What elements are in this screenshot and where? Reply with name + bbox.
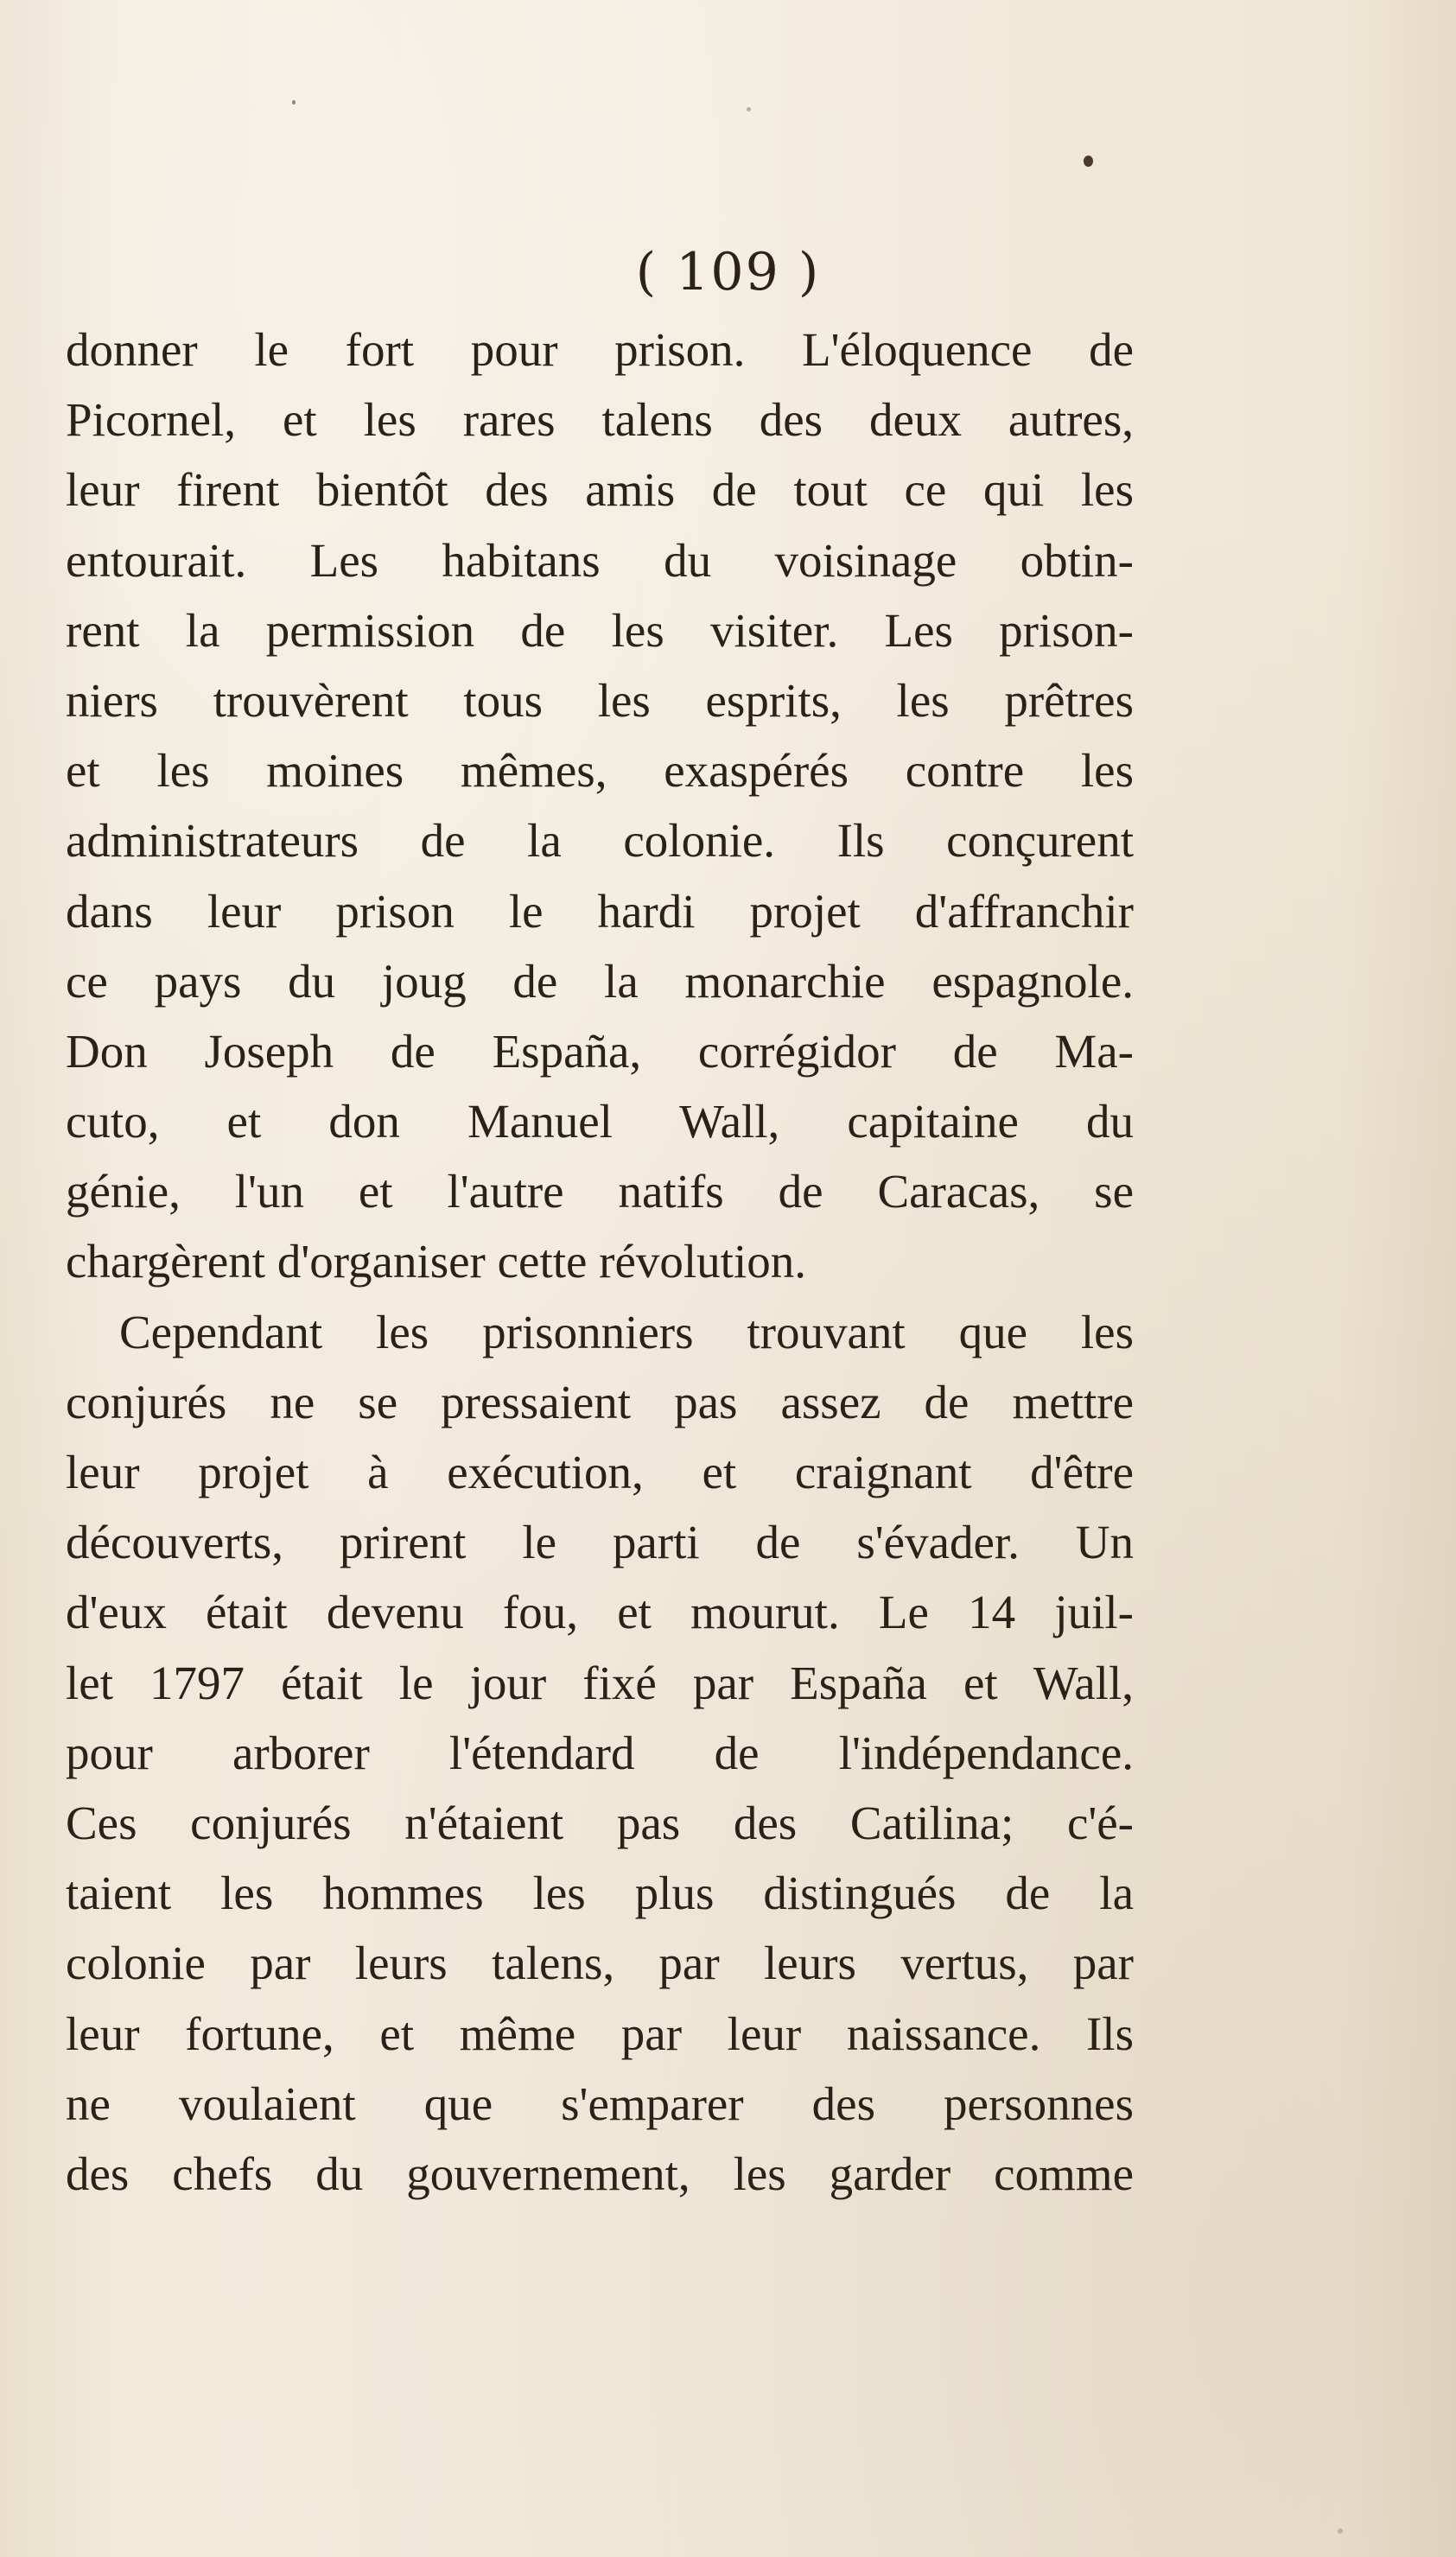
body-text	[66, 315, 1134, 2209]
ink-spot	[1338, 2528, 1343, 2534]
text-line: génie, l'un et l'autre natifs de Caracas, se	[66, 1165, 1134, 1218]
ink-spot	[292, 100, 296, 105]
text-line: Ces conjurés n'étaient pas des Catilina; c'é-	[66, 1796, 1134, 1849]
text-line: Picornel, et les rares talens des deux autres,	[66, 393, 1134, 447]
ink-spot	[747, 107, 751, 111]
text-line: let 1797 était le jour fixé par España et Wall,	[66, 1656, 1134, 1709]
text-line: leur projet à exécution, et craignant d'être	[66, 1446, 1134, 1498]
paragraph	[66, 315, 1134, 1297]
text-line: donner le fort pour prison. L'éloquence de	[66, 323, 1134, 376]
text-line: administrateurs de la colonie. Ils conçurent	[66, 814, 1134, 868]
text-line: ce pays du joug de la monarchie espagnole.	[66, 954, 1134, 1008]
text-line: rent la permission de les visiter. Les prison-	[66, 603, 1134, 657]
text-line: ne voulaient que s'emparer des personnes	[66, 2077, 1134, 2130]
text-line: conjurés ne se pressaient pas assez de mettre	[66, 1375, 1134, 1428]
ink-spot	[1084, 156, 1093, 167]
text-line: des chefs du gouvernement, les garder comme	[66, 2147, 1134, 2200]
text-line: découverts, prirent le parti de s'évader. Un	[66, 1516, 1134, 1569]
text-line: entourait. Les habitans du voisinage obtin-	[66, 533, 1134, 587]
text-line: chargèrent d'organiser cette révolution.	[66, 1235, 806, 1288]
paragraph	[66, 1297, 1134, 2209]
text-line: leur fortune, et même par leur naissance. Ils	[66, 2007, 1134, 2060]
text-line: Don Joseph de España, corrégidor de Ma-	[66, 1024, 1134, 1078]
text-line: d'eux était devenu fou, et mourut. Le 14 juil-	[66, 1586, 1134, 1639]
text-line: Cependant les prisonniers trouvant que les	[119, 1305, 1134, 1358]
text-line: cuto, et don Manuel Wall, capitaine du	[66, 1095, 1134, 1148]
text-line: colonie par leurs talens, par leurs vertus, par	[66, 1937, 1134, 1990]
text-line: pour arborer l'étendard de l'indépendance.	[66, 1726, 1134, 1779]
text-line: dans leur prison le hardi projet d'affranchir	[66, 884, 1134, 938]
text-line: niers trouvèrent tous les esprits, les prêtres	[66, 673, 1134, 727]
page-number: ( 109 )	[635, 242, 821, 302]
text-line: taient les hommes les plus distingués de la	[66, 1867, 1134, 1920]
text-line: leur firent bientôt des amis de tout ce qui les	[66, 463, 1134, 517]
text-line: et les moines mêmes, exaspérés contre les	[66, 744, 1134, 798]
